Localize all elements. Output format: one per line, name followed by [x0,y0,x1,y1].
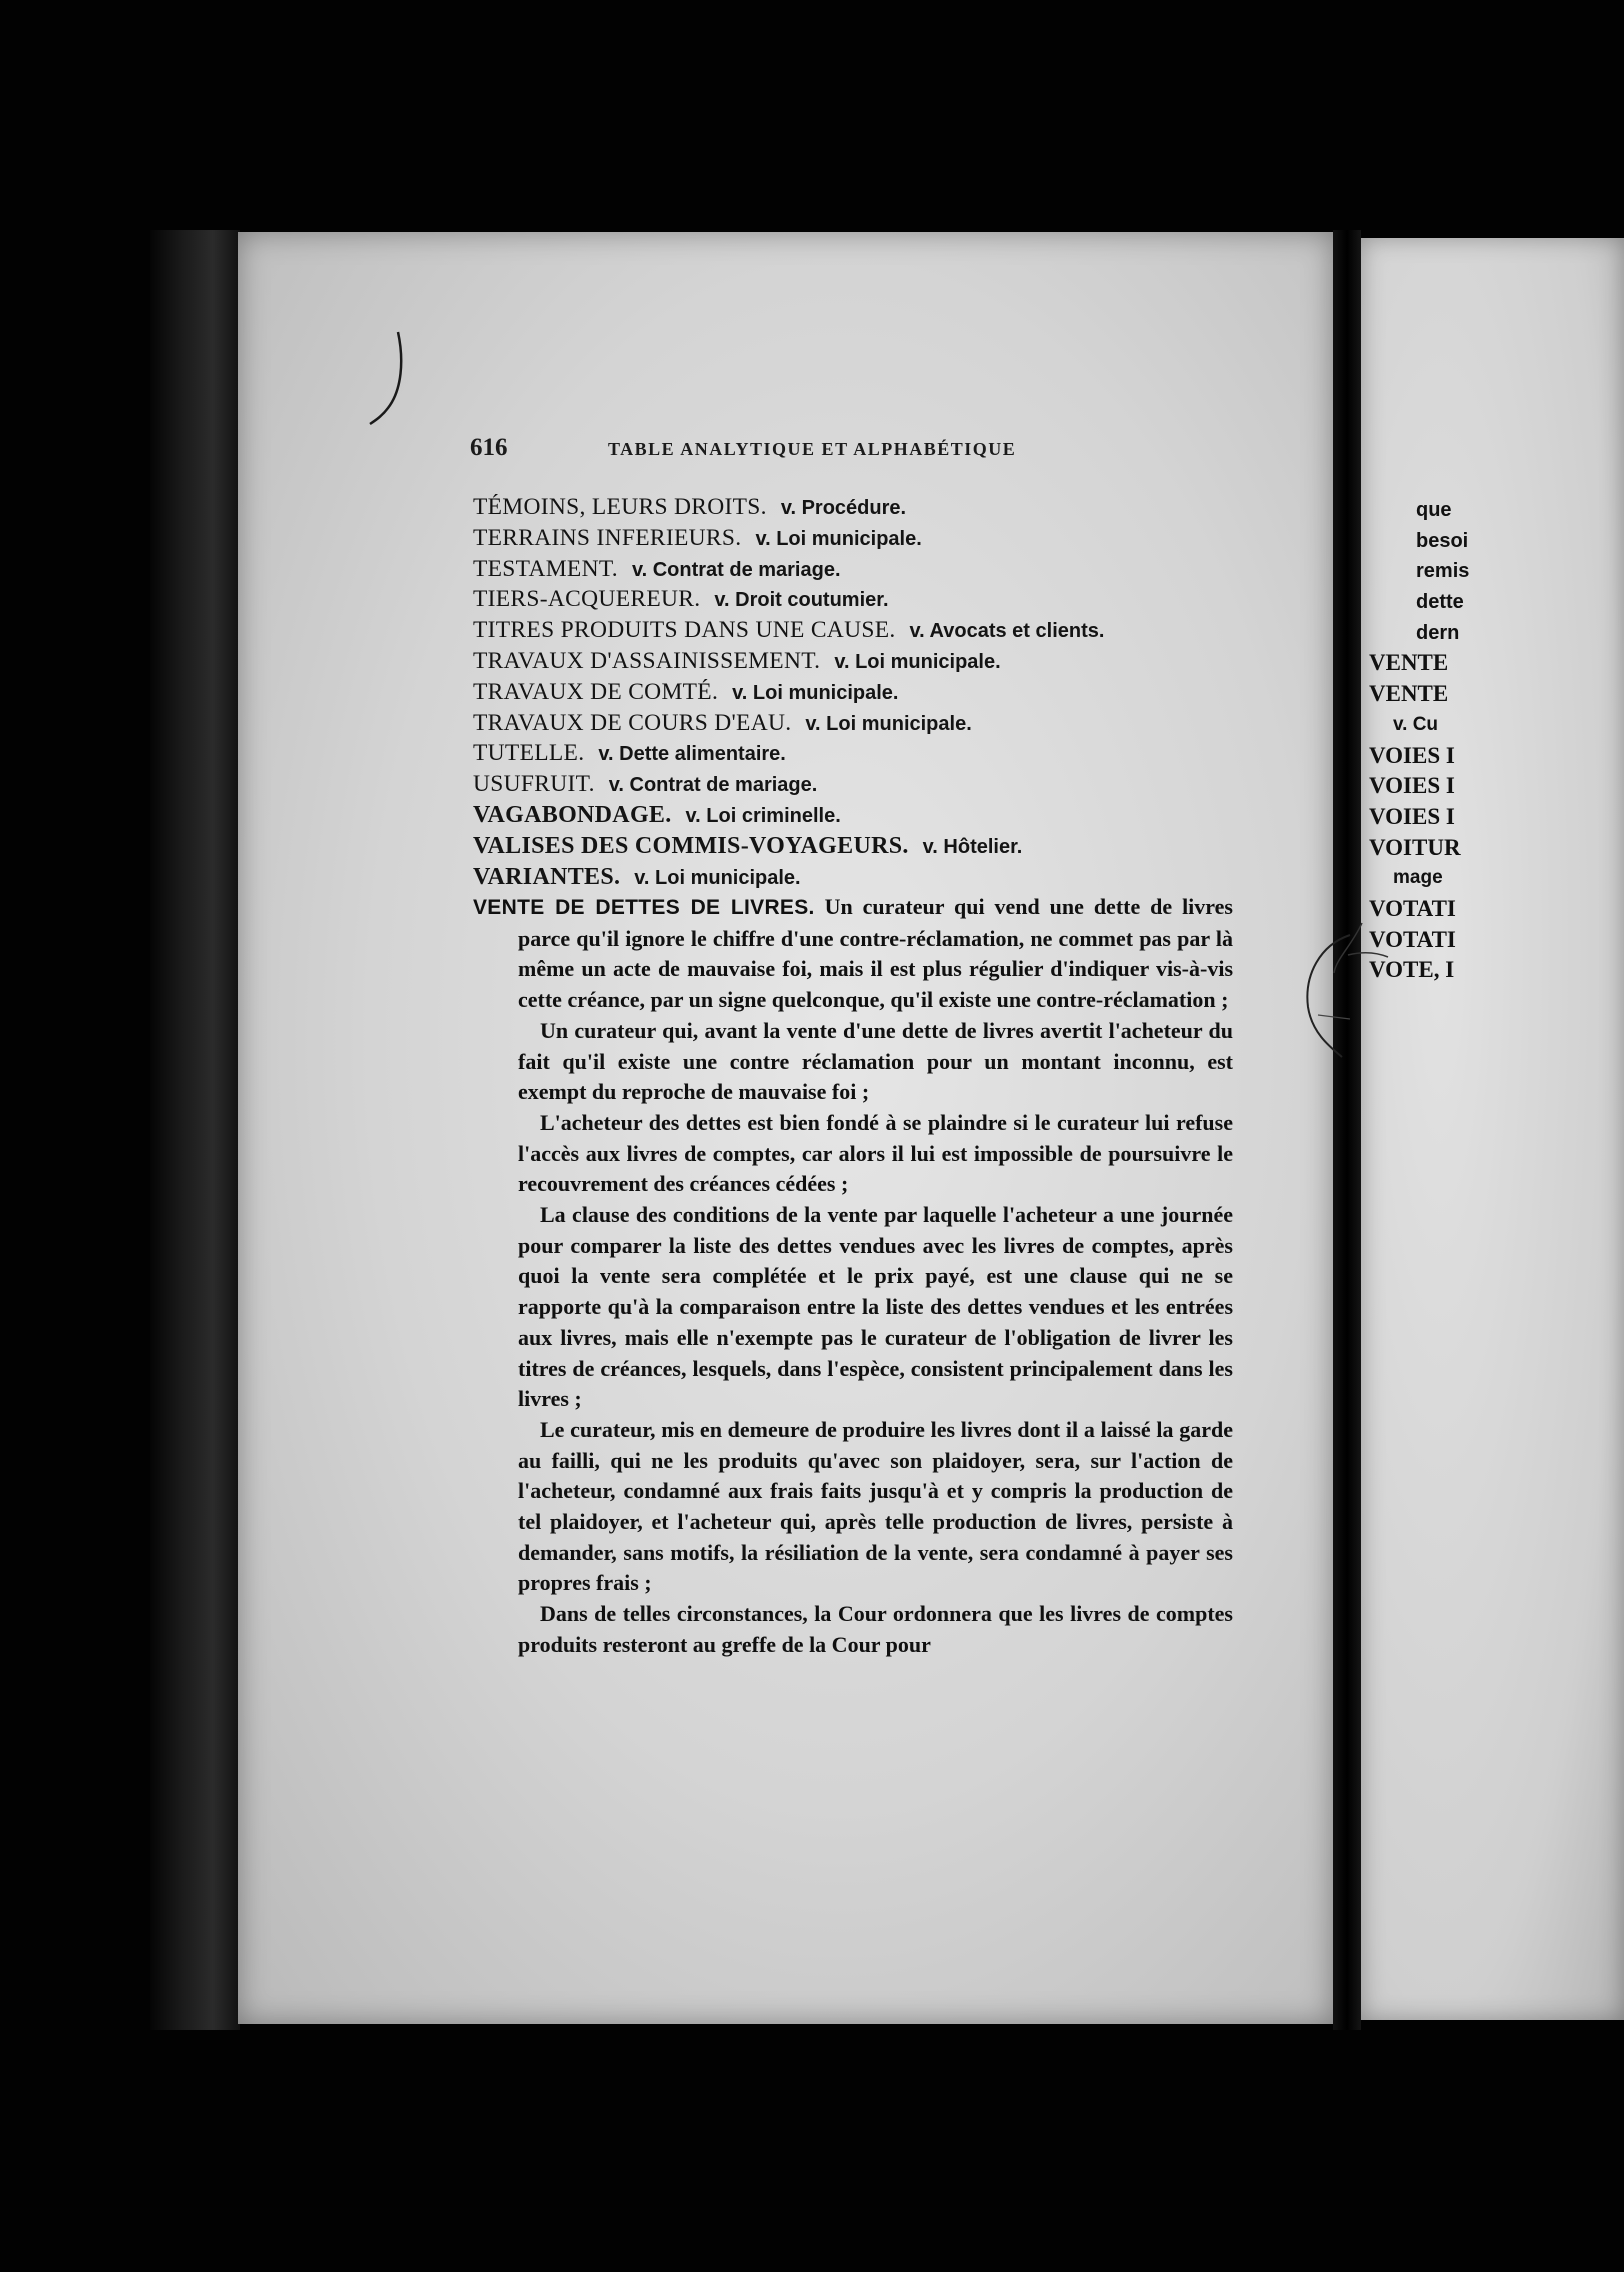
right-line: besoi [1416,529,1469,552]
page-header [470,434,1090,468]
vente-paragraph: Dans de telles circonstances, la Cour ordonnera que les livres de comptes produits resteront au greffe de la Cour pour [518,1601,1233,1657]
vente-first-text: Un curateur qui vend une dette de livres parce qu'il ignore le chiffre d'une contre-réclamation, ne commet pas par là même un acte de mauvaise foi, mais il est plus régulier d'indiquer vis-à-vis cette créance, par un signe quelconque, qu'il existe une contre-réclamation ; [518,894,1233,1013]
vente-entry [473,892,1233,1661]
entry-reference: v. Loi municipale. [805,712,972,735]
entry-reference: v. Avocats et clients. [909,620,1105,643]
entry-heading: TRAVAUX D'ASSAINISSEMENT. [473,647,821,674]
right-line: dern [1416,621,1460,644]
entry-reference: v. Dette alimentaire. [598,743,786,766]
entry-reference: v. Droit coutumier. [714,589,889,612]
running-title: TABLE ANALYTIQUE ET ALPHABÉTIQUE [608,439,1017,459]
index-entry [473,708,1233,739]
right-line: VENTE [1369,650,1449,676]
right-line: que [1416,499,1452,521]
right-line: VOIES I [1369,803,1455,829]
index-entry [473,769,1233,800]
entry-heading: TRAVAUX DE COMTÉ. [473,678,719,705]
right-page-text [1361,495,1624,986]
right-line: VOITUR [1369,834,1461,860]
right-line: VOTATI [1369,895,1456,921]
index-entry [473,492,1233,523]
vente-paragraph: L'acheteur des dettes est bien fondé à se plaindre si le curateur lui refuse l'accès aux livres de comptes, car alors il lui est impossible de poursuivre le recouvrement des créances cédées ; [518,1109,1233,1197]
right-line: VOTE, I [1369,957,1455,983]
entry-reference: v. Contrat de mariage. [631,558,841,581]
entry-heading: TITRES PRODUITS DANS UNE CAUSE. [473,617,896,644]
index-entries [473,492,1233,892]
entry-reference: v. Hôtelier. [922,835,1023,858]
vente-paragraph: Un curateur qui, avant la vente d'une dette de livres avertit l'acheteur du fait qu'il existe une contre réclamation pour un montant inconnu, est exempt du reproche de mauvaise foi ; [518,1017,1233,1105]
index-entry [473,646,1233,677]
right-line: VOIES I [1369,742,1455,768]
entry-reference: v. Loi municipale. [634,866,801,889]
book-page-edges [150,230,240,2030]
entry-heading: TERRAINS INFERIEURS. [473,524,742,551]
index-entry [473,523,1233,554]
entry-reference: v. Contrat de mariage. [608,774,818,797]
book-gutter [1333,230,1361,2030]
right-line: remis [1416,560,1470,583]
entry-heading: TUTELLE. [473,740,585,767]
entry-heading: VARIANTES. [473,863,621,890]
index-entry [473,862,1233,893]
right-line: mage [1393,867,1443,889]
index-entry [473,677,1233,708]
right-line: VENTE [1369,681,1449,707]
entry-heading: VALISES DES COMMIS-VOYAGEURS. [473,832,909,859]
entry-heading: TESTAMENT. [473,555,618,582]
vente-first-paragraph [473,892,1233,1016]
index-entry [473,738,1233,769]
page-number: 616 [470,434,508,461]
vente-paragraph: Le curateur, mis en demeure de produire les livres dont il a laissé la garde au failli, qui ne les produits qu'avec son plaidoyer, sera, sur l'action de l'acheteur, condamné aux frais faits jusqu'à et y compris la production de tel plaidoyer, et l'acheteur qui, après telle production de livres, persiste à demander, sans motifs, la résiliation de la vente, sera condamné à payer ses propres frais ; [518,1416,1233,1596]
entry-reference: v. Procédure. [780,497,907,519]
right-line: VOIES I [1369,773,1455,799]
index-entry [473,554,1233,585]
entry-heading: VAGABONDAGE. [473,801,672,828]
vente-heading: VENTE DE DETTES DE LIVRES. [473,896,815,919]
index-entry [473,831,1233,862]
entry-reference: v. Loi municipale. [834,650,1001,673]
entry-reference: v. Loi municipale. [755,527,922,550]
entry-reference: v. Loi municipale. [732,681,899,704]
index-entry [473,800,1233,831]
index-entry [473,615,1233,646]
right-line: dette [1416,591,1464,614]
right-line: VOTATI [1369,926,1456,952]
entry-heading: TIERS-ACQUEREUR. [473,586,701,613]
entry-reference: v. Loi criminelle. [685,804,841,827]
index-entry [473,584,1233,615]
entry-heading: TRAVAUX DE COURS D'EAU. [473,709,792,736]
entry-heading: TÉMOINS, LEURS DROITS. [473,494,767,520]
right-line: v. Cu [1393,713,1439,735]
vente-paragraph: La clause des conditions de la vente par laquelle l'acheteur a une journée pour comparer la liste des dettes vendues avec les livres de comptes, après quoi la vente sera complétée et le prix payé, est une clause qui ne se rapporte qu'à la comparaison entre la liste des dettes vendues et les entrées aux livres, mais elle n'exempte pas le curateur de l'obligation de livrer les titres de créances, lesquels, dans l'espèce, consistent principalement dans les livres ; [518,1202,1233,1412]
entry-heading: USUFRUIT. [473,771,595,798]
